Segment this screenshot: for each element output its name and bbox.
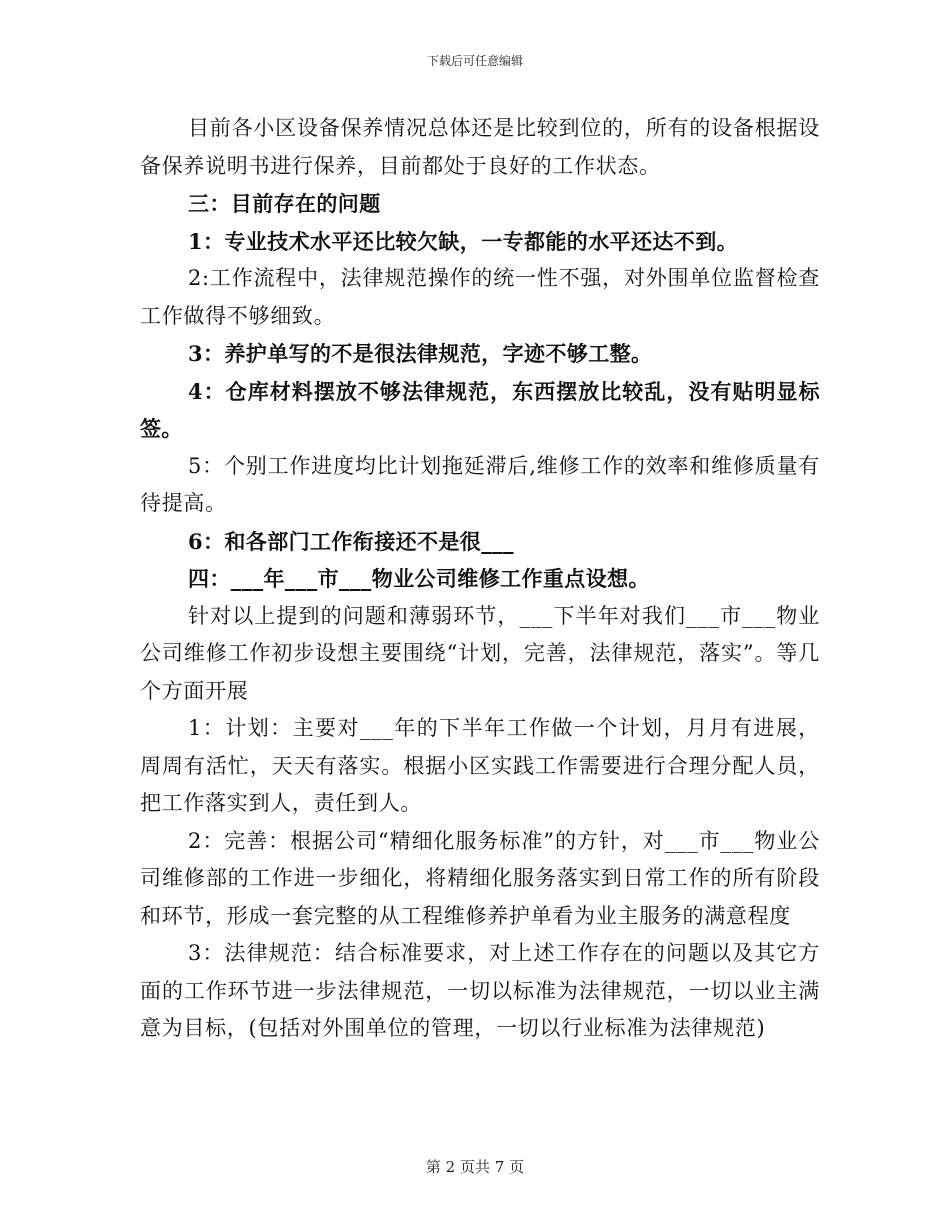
document-body xyxy=(140,110,820,1048)
issue-item: 1：专业技术水平还比较欠缺，一专都能的水平还达不到。 xyxy=(188,228,739,254)
plan-item: 2：完善：根据公司“精细化服务标准”的方针，对___市___物业公司维修部的工作进一步细化，将精细化服务落实到日常工作的所有阶段和环节，形成一套完整的从工程维修养护单看为业主服务的满意程度 xyxy=(140,828,820,928)
page-number: 第 2 页共 7 页 xyxy=(425,1158,525,1176)
plan-item: 3：法律规范：结合标准要求，对上述工作存在的问题以及其它方面的工作环节进一步法律规范，一切以标准为法律规范，一切以业主满意为目标，(包括对外围单位的管理，一切以行业标准为法律规范) xyxy=(140,941,820,1040)
issue-item: 5：个别工作进度均比计划拖延滞后,维修工作的效率和维修质量有待提高。 xyxy=(140,453,820,515)
paragraph: 目前各小区设备保养情况总体还是比较到位的，所有的设备根据设备保养说明书进行保养，目前都处于良好的工作状态。 xyxy=(140,116,820,178)
plan-item: 1：计划：主要对___年的下半年工作做一个计划，月月有进展，周周有活忙，天天有落实。根据小区实践工作需要进行合理分配人员，把工作落实到人，责任到人。 xyxy=(140,716,820,815)
section-heading: 三：目前存在的问题 xyxy=(188,191,381,216)
paragraph: 针对以上提到的问题和薄弱环节，___下半年对我们___市___物业公司维修工作初步设想主要围绕“计划，完善，法律规范，落实”。等几个方面开展 xyxy=(140,603,820,703)
issue-item: 4：仓库材料摆放不够法律规范，东西摆放比较乱，没有贴明显标签。 xyxy=(140,378,820,441)
issue-item: 3：养护单写的不是很法律规范，字迹不够工整。 xyxy=(188,341,653,366)
section-heading: 四：___年___市___物业公司维修工作重点设想。 xyxy=(188,566,650,591)
issue-item: 6：和各部门工作衔接还不是很___ xyxy=(188,528,514,554)
page-header: 下载后可任意编辑 xyxy=(426,54,523,68)
issue-item: 2:工作流程中，法律规范操作的统一性不强，对外围单位监督检查工作做得不够细致。 xyxy=(140,266,820,328)
